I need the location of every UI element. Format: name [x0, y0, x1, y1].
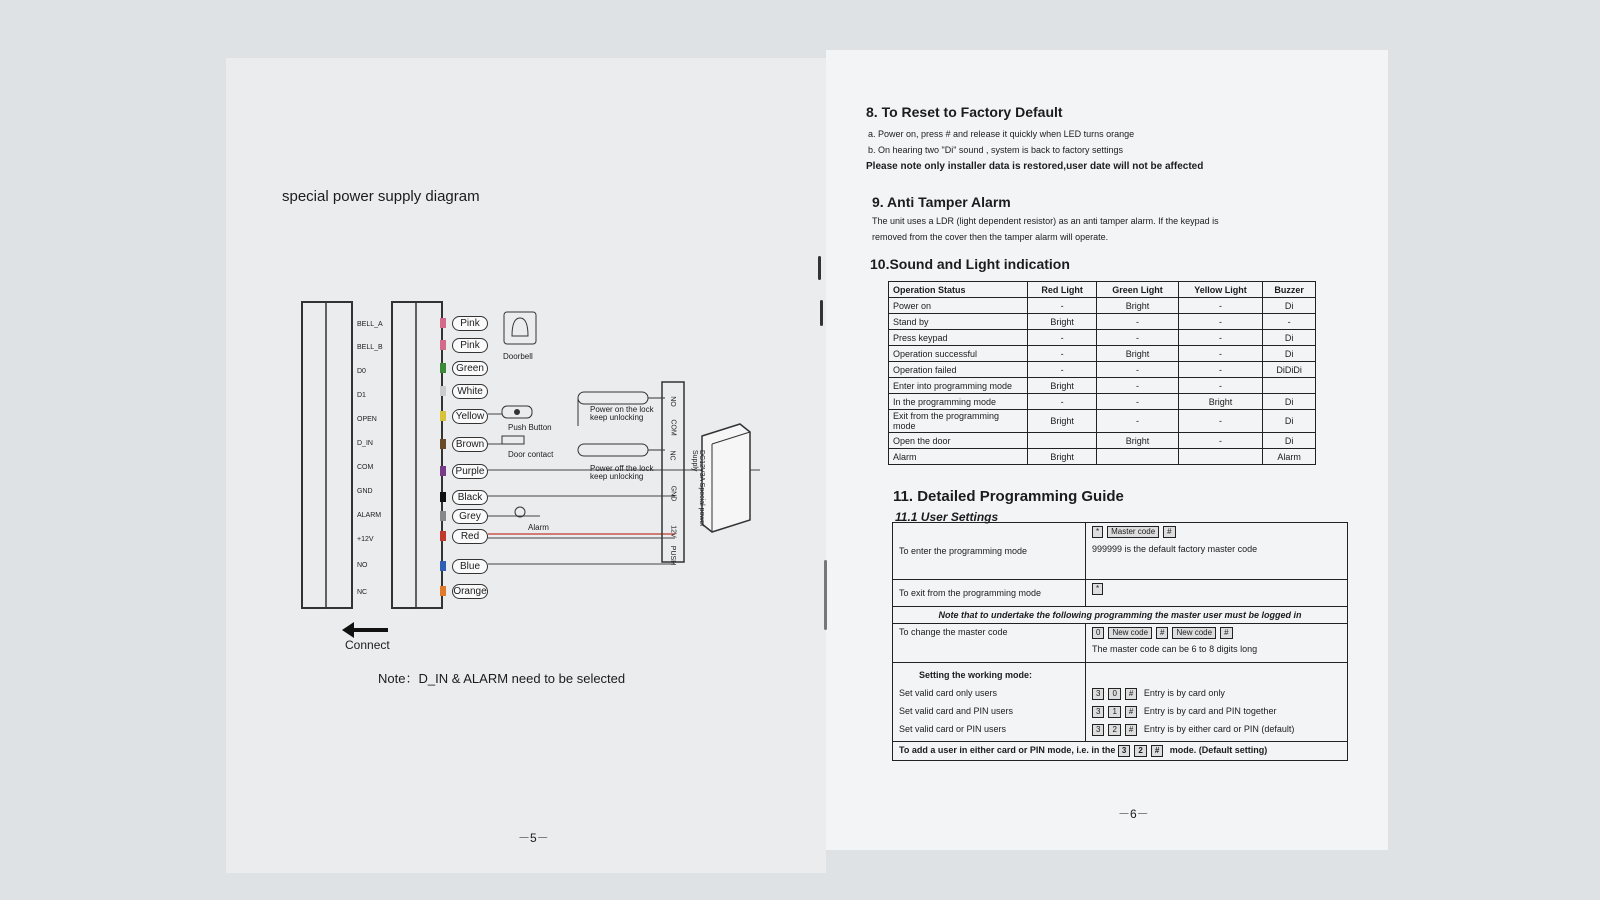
lock-on-label: Power on the lock keep unlocking — [590, 405, 654, 422]
column-header: Yellow Light — [1178, 282, 1262, 298]
table-cell: - — [1178, 346, 1262, 362]
wire-stub — [440, 492, 446, 502]
table-row — [893, 523, 1348, 580]
lock-off-label: Power off the lock keep unlocking — [590, 464, 654, 481]
connect-label: Connect — [345, 638, 390, 652]
table-cell: - — [1263, 314, 1316, 330]
table-cell: Di — [1263, 394, 1316, 410]
column-header: Operation Status — [889, 282, 1028, 298]
terminal-label: GND — [357, 488, 373, 495]
wire-stub — [440, 340, 446, 350]
table-cell: - — [1178, 330, 1262, 346]
table-row — [893, 607, 1348, 624]
supply-terminal: NO — [668, 396, 676, 407]
supply-terminal: GND — [669, 485, 677, 502]
table-row — [889, 314, 1316, 330]
wire-pill: Pink — [452, 316, 488, 331]
table-cell: - — [1028, 330, 1097, 346]
footer-text: mode. (Default setting) — [1169, 745, 1268, 755]
table-cell: DiDiDi — [1263, 362, 1316, 378]
terminal-label: ALARM — [357, 512, 382, 519]
key: 0 — [1108, 688, 1120, 700]
operation-status: Power on — [889, 298, 1028, 314]
section-8-step-a: a. Power on, press # and release it quickly when LED turns orange — [868, 129, 1135, 139]
table-row — [893, 742, 1348, 761]
operation-status: Operation failed — [889, 362, 1028, 378]
wire-stub — [440, 586, 446, 596]
binder-mark — [818, 256, 821, 280]
mode-label: Set valid card and PIN users — [899, 706, 1014, 716]
table-cell — [1263, 378, 1316, 394]
key: # — [1156, 627, 1168, 639]
key: 2 — [1134, 745, 1146, 757]
terminal-label: +12V — [357, 536, 374, 543]
table-cell: Di — [1263, 346, 1316, 362]
key-sequence — [1092, 627, 1341, 639]
table-cell — [1097, 449, 1179, 465]
table-row — [889, 394, 1316, 410]
key: New code — [1108, 627, 1152, 639]
supply-terminal: PUSH — [669, 545, 677, 566]
footer-text: To add a user in either card or PIN mode, i.e. in the — [899, 745, 1116, 755]
page-number: －6－ — [1118, 807, 1149, 821]
wire-pill: Yellow — [452, 409, 488, 424]
wire-pill: Green — [452, 361, 488, 376]
table-cell: - — [1097, 410, 1179, 433]
terminal-label: D_IN — [357, 440, 373, 447]
wire-pill: Purple — [452, 464, 488, 479]
terminal-label: OPEN — [357, 416, 377, 423]
table-row — [889, 433, 1316, 449]
column-header: Red Light — [1028, 282, 1097, 298]
table-cell: - — [1178, 362, 1262, 378]
mode-instructions — [1086, 663, 1348, 742]
operation-status: Stand by — [889, 314, 1028, 330]
logged-in-note: Note that to undertake the following programming the master user must be logged in — [893, 607, 1348, 624]
table-cell: Di — [1263, 410, 1316, 433]
table-row — [889, 410, 1316, 433]
table-row — [889, 298, 1316, 314]
section-8-step-b: b. On hearing two "Di" sound , system is back to factory settings — [868, 145, 1124, 155]
guide-instruction — [1086, 624, 1348, 663]
table-cell — [1178, 449, 1262, 465]
guide-label: To change the master code — [893, 624, 1086, 663]
wire-pill: Black — [452, 490, 488, 505]
section-8-heading: 8. To Reset to Factory Default — [866, 104, 1063, 120]
operation-status: In the programming mode — [889, 394, 1028, 410]
binder-mark — [820, 300, 823, 326]
table-cell: - — [1028, 346, 1097, 362]
alarm-label: Alarm — [528, 523, 549, 532]
table-cell: - — [1097, 394, 1179, 410]
key: # — [1163, 526, 1175, 538]
guide-label: To exit from the programming mode — [893, 580, 1086, 607]
table-cell: Bright — [1097, 298, 1179, 314]
section-11-1-heading: 11.1 User Settings — [895, 510, 999, 524]
supply-terminal: COM — [669, 419, 677, 436]
sound-light-table — [888, 281, 1316, 465]
operation-status: Press keypad — [889, 330, 1028, 346]
wire-stub — [440, 439, 446, 449]
mode-labels — [893, 663, 1086, 742]
operation-status: Open the door — [889, 433, 1028, 449]
key: 1 — [1108, 706, 1120, 718]
terminal-label: NO — [357, 562, 368, 569]
wire-stub — [440, 531, 446, 541]
supply-terminal: 12V — [669, 525, 677, 538]
wire-stub — [440, 411, 446, 421]
key: # — [1125, 688, 1137, 700]
key: * — [1092, 526, 1103, 538]
key: New code — [1172, 627, 1216, 639]
wire-stub — [440, 363, 446, 373]
table-cell: Di — [1263, 330, 1316, 346]
section-9-heading: 9. Anti Tamper Alarm — [872, 194, 1011, 210]
mode-label: Set valid card only users — [899, 688, 998, 698]
table-cell: - — [1178, 378, 1262, 394]
table-cell: - — [1178, 433, 1262, 449]
wire-pill: Brown — [452, 437, 488, 452]
table-row — [889, 449, 1316, 465]
diagram-title: special power supply diagram — [282, 188, 480, 205]
table-cell: - — [1097, 330, 1179, 346]
table-row — [889, 362, 1316, 378]
terminal-label: BELL_A — [357, 321, 383, 328]
mode-heading: Setting the working mode: — [919, 670, 1033, 680]
programming-guide-table — [892, 522, 1348, 761]
guide-instruction — [1086, 523, 1348, 580]
section-9-text: removed from the cover then the tamper alarm will operate. — [872, 232, 1109, 242]
key: # — [1125, 706, 1137, 718]
wire-pill: Blue — [452, 559, 488, 574]
table-cell: - — [1028, 394, 1097, 410]
key: # — [1151, 745, 1163, 757]
key: * — [1092, 583, 1103, 595]
table-row — [893, 663, 1348, 742]
wire-stub — [440, 561, 446, 571]
mode-row — [1092, 720, 1341, 738]
terminal-label: D0 — [357, 368, 366, 375]
key: 3 — [1092, 688, 1104, 700]
power-supply-label: DC12V3A Special power Supply — [691, 450, 705, 527]
table-cell: - — [1028, 298, 1097, 314]
key: # — [1220, 627, 1232, 639]
table-cell: Bright — [1028, 314, 1097, 330]
key: 3 — [1118, 745, 1130, 757]
wire-stub — [440, 511, 446, 521]
table-cell: Alarm — [1263, 449, 1316, 465]
table-cell: - — [1178, 314, 1262, 330]
section-11-heading: 11. Detailed Programming Guide — [893, 488, 1124, 505]
wire-pill: Orange — [453, 586, 487, 597]
terminal-label: D1 — [357, 392, 366, 399]
guide-note: The master code can be 6 to 8 digits long — [1092, 644, 1258, 654]
guide-label: To enter the programming mode — [893, 523, 1086, 580]
doorbell-label: Doorbell — [503, 352, 533, 361]
mode-row — [1092, 684, 1341, 702]
table-cell: Di — [1263, 298, 1316, 314]
table-cell: - — [1097, 314, 1179, 330]
wire-pill: Grey — [452, 509, 488, 524]
wire-pill: Red — [452, 529, 488, 544]
key: 3 — [1092, 706, 1104, 718]
wire-stub — [440, 386, 446, 396]
push-button-label: Push Button — [508, 423, 552, 432]
table-cell — [1028, 433, 1097, 449]
operation-status: Operation successful — [889, 346, 1028, 362]
key: # — [1125, 724, 1137, 736]
table-row — [893, 624, 1348, 663]
mode-row — [1092, 702, 1341, 720]
key: Master code — [1107, 526, 1159, 538]
terminal-label: BELL_B — [357, 344, 383, 351]
wire-stub — [440, 318, 446, 328]
section-8-note: Please note only installer data is restored,user date will not be affected — [866, 161, 1204, 172]
mode-label: Set valid card or PIN users — [899, 724, 1007, 734]
supply-terminal: NC — [668, 450, 676, 461]
column-header: Green Light — [1097, 282, 1179, 298]
terminal-label: COM — [357, 464, 374, 471]
wire-stub — [440, 466, 446, 476]
table-cell: Bright — [1028, 378, 1097, 394]
table-cell: - — [1178, 298, 1262, 314]
binder-mark — [824, 560, 827, 630]
column-header: Buzzer — [1263, 282, 1316, 298]
mode-desc: Entry is by either card or PIN (default) — [1143, 724, 1295, 734]
table-row — [889, 346, 1316, 362]
diagram-note: Note：D_IN & ALARM need to be selected — [378, 671, 626, 686]
key-sequence — [1092, 526, 1341, 538]
table-cell: Bright — [1097, 346, 1179, 362]
operation-status: Alarm — [889, 449, 1028, 465]
table-row — [889, 330, 1316, 346]
operation-status: Exit from the programming mode — [889, 410, 1028, 433]
mode-desc: Entry is by card and PIN together — [1143, 706, 1277, 716]
table-cell: - — [1178, 410, 1262, 433]
table-cell: Bright — [1028, 410, 1097, 433]
wire-pill: Pink — [452, 338, 488, 353]
page-number: －5－ — [518, 831, 549, 845]
table-row — [889, 378, 1316, 394]
mode-desc: Entry is by card only — [1143, 688, 1225, 698]
table-row — [893, 580, 1348, 607]
door-contact-label: Door contact — [508, 450, 554, 459]
table-cell: Bright — [1097, 433, 1179, 449]
table-cell: Di — [1263, 433, 1316, 449]
key: 3 — [1092, 724, 1104, 736]
terminal-label: NC — [357, 589, 368, 596]
guide-note: 999999 is the default factory master code — [1092, 544, 1258, 554]
default-mode-note — [893, 742, 1348, 761]
guide-instruction — [1086, 580, 1348, 607]
table-cell: - — [1028, 362, 1097, 378]
table-cell: Bright — [1178, 394, 1262, 410]
table-cell: Bright — [1028, 449, 1097, 465]
key: 0 — [1092, 627, 1104, 639]
table-header-row — [889, 282, 1316, 298]
section-9-text: The unit uses a LDR (light dependent resistor) as an anti tamper alarm. If the keypad is — [872, 216, 1219, 226]
key: 2 — [1108, 724, 1120, 736]
wire-pill: White — [452, 384, 488, 399]
operation-status: Enter into programming mode — [889, 378, 1028, 394]
table-cell: - — [1097, 362, 1179, 378]
section-10-heading: 10.Sound and Light indication — [870, 256, 1070, 272]
table-cell: - — [1097, 378, 1179, 394]
